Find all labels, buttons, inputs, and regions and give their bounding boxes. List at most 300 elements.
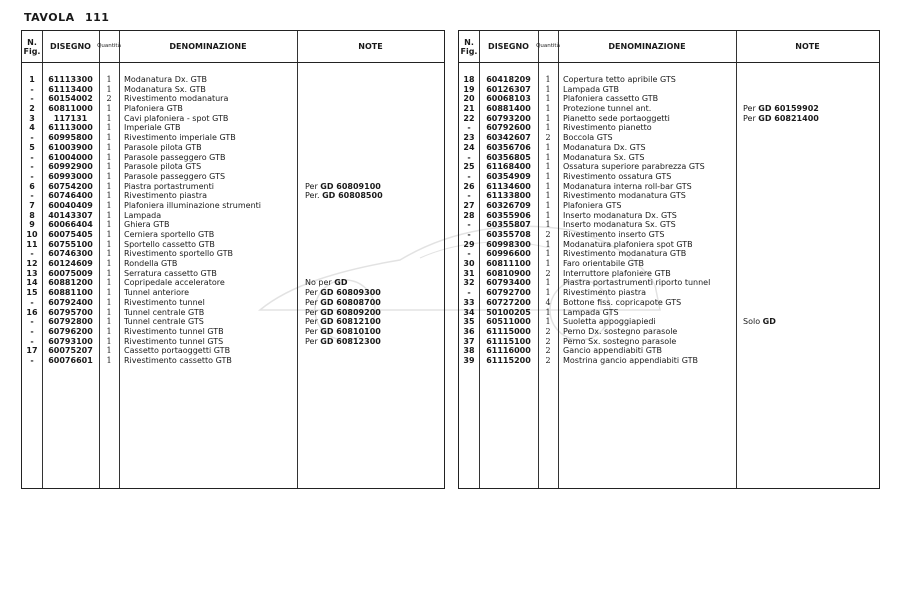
note: Per. GD 60808500: [305, 191, 383, 201]
title-number: 111: [84, 11, 110, 24]
table-row: [22, 249, 444, 259]
quantity: 1: [545, 142, 551, 152]
table-row: [459, 172, 879, 182]
description: Plafoniera GTB: [124, 104, 183, 114]
fig-number: 10: [26, 230, 38, 239]
part-number: 60355906: [486, 210, 531, 220]
part-number: 60154002: [48, 94, 93, 104]
part-number: 60075207: [48, 346, 93, 356]
part-number: 60068103: [486, 94, 531, 104]
description: Cavi plafoniera - spot GTB: [124, 113, 229, 123]
description: Rivestimento tunnel GTS: [124, 336, 224, 346]
description: Rivestimento sportello GTB: [124, 249, 233, 259]
quantity: 1: [106, 288, 112, 298]
quantity: 1: [106, 297, 112, 307]
table-row: [22, 327, 444, 337]
description: Rivestimento cassetto GTB: [124, 355, 232, 365]
quantity: 1: [545, 84, 551, 94]
description: Plafoniera GTS: [563, 200, 622, 210]
description: Tunnel centrale GTB: [124, 307, 205, 317]
description: Modanatura Sx. GTB: [124, 84, 206, 94]
fig-number: 11: [26, 239, 38, 249]
fig-number: 21: [463, 104, 475, 114]
table-row: [22, 220, 444, 230]
quantity: 1: [545, 181, 551, 191]
part-number: 60811000: [48, 104, 93, 114]
quantity: 1: [545, 288, 551, 298]
description: Serratura cassetto GTB: [124, 268, 217, 278]
note: Per GD 60809100: [305, 181, 381, 191]
fig-number: -: [30, 355, 34, 365]
description: Sportello cassetto GTB: [124, 239, 215, 249]
table-row: [22, 85, 444, 95]
fig-number: 18: [463, 75, 475, 84]
fig-number: -: [467, 249, 471, 259]
quantity: 1: [106, 307, 112, 317]
description: Cassetto portaoggetti GTB: [124, 346, 231, 356]
table-row: [22, 94, 444, 104]
quantity: 1: [106, 249, 112, 259]
part-number: 60793400: [486, 278, 531, 288]
description: Rivestimento piastra: [124, 191, 208, 201]
note: Per GD 60812300: [305, 336, 381, 346]
description: Mostrina gancio appendiabiti GTB: [563, 355, 698, 365]
part-number: 61003900: [48, 142, 93, 152]
table-row: [22, 317, 444, 327]
quantity: 1: [106, 104, 112, 114]
part-number: 60356805: [486, 152, 531, 162]
title-label: TAVOLA: [24, 11, 75, 24]
table-row: [22, 75, 444, 85]
note: Per GD 60808700: [305, 297, 381, 307]
description: Rondella GTB: [124, 259, 178, 269]
fig-number: -: [30, 133, 34, 143]
quantity: 1: [545, 171, 551, 181]
part-number: 60992900: [48, 162, 93, 172]
table-row: [459, 211, 879, 221]
table-row: [459, 346, 879, 356]
part-number: 60881400: [486, 104, 531, 114]
part-number: 60881200: [48, 278, 93, 288]
table-row: [459, 230, 879, 240]
description: Rivestimento modanatura GTB: [563, 249, 687, 259]
table-row: [459, 75, 879, 85]
fig-number: -: [30, 297, 34, 307]
table-row: [459, 288, 879, 298]
part-number: 60126307: [486, 84, 531, 94]
part-number: 40143307: [48, 210, 93, 220]
quantity: 1: [106, 200, 112, 210]
part-number: 60792600: [486, 123, 531, 133]
page-title: [24, 11, 115, 24]
fig-number: -: [30, 191, 34, 201]
description: Lampada GTB: [563, 84, 619, 94]
part-number: 61133800: [486, 191, 531, 201]
part-number: 60755100: [48, 239, 93, 249]
fig-number: 6: [29, 181, 35, 191]
part-number: 60811100: [486, 259, 531, 269]
table-row: [459, 182, 879, 192]
fig-number: 20: [463, 94, 475, 104]
fig-number: 8: [29, 210, 35, 220]
part-number: 60727200: [486, 297, 531, 307]
part-number: 60355807: [486, 220, 531, 230]
description: Piastra portastrumenti riporto tunnel: [563, 278, 711, 288]
quantity: 1: [545, 317, 551, 327]
quantity: 1: [106, 210, 112, 220]
fig-number: 9: [29, 220, 35, 230]
fig-number: 24: [463, 142, 475, 152]
table-row: [22, 346, 444, 356]
table-row: [459, 317, 879, 327]
quantity: 1: [545, 152, 551, 162]
quantity: 2: [545, 230, 551, 239]
header-note: NOTE: [358, 42, 383, 51]
note: No per GD: [305, 278, 348, 288]
table-row: [22, 153, 444, 163]
fig-number: -: [30, 84, 34, 94]
fig-number: -: [30, 336, 34, 346]
part-number: 60993000: [48, 171, 93, 181]
description: Cerniera sportello GTB: [124, 230, 215, 239]
header-qty: Quantità: [536, 43, 560, 49]
part-number: 61115100: [486, 336, 531, 346]
description: Piastra portastrumenti: [124, 181, 214, 191]
quantity: 1: [106, 191, 112, 201]
quantity: 1: [106, 259, 112, 269]
part-number: 60881100: [48, 288, 93, 298]
note: Solo GD: [743, 317, 776, 327]
part-number: 60754200: [48, 181, 93, 191]
table-row: [22, 123, 444, 133]
quantity: 1: [106, 336, 112, 346]
table-row: [459, 356, 879, 366]
description: Perno Sx. sostegno parasole: [563, 336, 677, 346]
part-number: 60996600: [486, 249, 531, 259]
fig-number: -: [467, 152, 471, 162]
fig-number: 5: [29, 142, 35, 152]
table-row: [22, 133, 444, 143]
table-row: [459, 85, 879, 95]
description: Rivestimento tunnel: [124, 297, 205, 307]
quantity: 1: [545, 220, 551, 230]
fig-number: -: [467, 230, 471, 239]
note: Per GD 60821400: [743, 113, 819, 123]
fig-number: 17: [26, 346, 38, 356]
quantity: 1: [106, 152, 112, 162]
description: Rivestimento inserto GTS: [563, 230, 665, 239]
fig-number: 2: [29, 104, 35, 114]
table-row: [459, 104, 879, 114]
fig-number: 3: [29, 113, 35, 123]
table-body: [22, 75, 444, 366]
quantity: 1: [106, 84, 112, 94]
fig-number: 25: [463, 162, 475, 172]
quantity: 1: [106, 220, 112, 230]
table-row: [459, 298, 879, 308]
quantity: 1: [545, 307, 551, 317]
table-row: [22, 288, 444, 298]
part-number: 60810900: [486, 268, 531, 278]
fig-number: -: [30, 152, 34, 162]
fig-number: 12: [26, 259, 38, 269]
quantity: 1: [545, 200, 551, 210]
table-row: [22, 269, 444, 279]
part-number: 61113000: [48, 123, 93, 133]
header-fig: N. Fig.: [23, 37, 41, 56]
table-row: [22, 356, 444, 366]
quantity: 2: [545, 336, 551, 346]
fig-number: -: [30, 249, 34, 259]
description: Plafoniera cassetto GTB: [563, 94, 659, 104]
description: Parasole pilota GTS: [124, 162, 202, 172]
quantity: 1: [545, 259, 551, 269]
part-number: 60793100: [48, 336, 93, 346]
description: Modanatura Dx. GTB: [124, 75, 207, 84]
part-number: 60076601: [48, 355, 93, 365]
table-row: [459, 240, 879, 250]
part-number: 60356706: [486, 142, 531, 152]
part-number: 60793200: [486, 113, 531, 123]
table-row: [22, 143, 444, 153]
description: Ghiera GTB: [124, 220, 170, 230]
fig-number: -: [467, 288, 471, 298]
table-row: [459, 201, 879, 211]
quantity: 2: [545, 346, 551, 356]
description: Parasole pilota GTB: [124, 142, 202, 152]
description: Rivestimento ossatura GTS: [563, 171, 672, 181]
description: Plafoniera illuminazione strumenti: [124, 200, 261, 210]
description: Suoletta appoggiapiedi: [563, 317, 656, 327]
table-row: [22, 278, 444, 288]
fig-number: 7: [29, 200, 35, 210]
part-number: 61116000: [486, 346, 531, 356]
part-number: 60124609: [48, 259, 93, 269]
note: Per GD 60812100: [305, 317, 381, 327]
fig-number: -: [30, 162, 34, 172]
quantity: 1: [545, 249, 551, 259]
part-number: 61113400: [48, 84, 93, 94]
part-number: 117131: [53, 113, 88, 123]
part-number: 60342607: [486, 133, 531, 143]
part-number: 60796200: [48, 326, 93, 336]
quantity: 1: [545, 75, 551, 84]
fig-number: 29: [463, 239, 475, 249]
table-row: [459, 269, 879, 279]
fig-number: -: [467, 191, 471, 201]
table-row: [459, 153, 879, 163]
header-qty: Quantità: [97, 43, 121, 49]
table-row: [22, 201, 444, 211]
header-denominazione: DENOMINAZIONE: [169, 42, 247, 51]
quantity: 1: [106, 278, 112, 288]
fig-number: 39: [463, 355, 475, 365]
quantity: 1: [106, 346, 112, 356]
quantity: 1: [106, 181, 112, 191]
table-row: [459, 94, 879, 104]
quantity: 1: [545, 94, 551, 104]
fig-number: 30: [463, 259, 475, 269]
part-number: 60355708: [486, 230, 531, 239]
header-disegno: DISEGNO: [50, 42, 91, 51]
quantity: 1: [545, 210, 551, 220]
quantity: 1: [545, 191, 551, 201]
fig-number: 15: [26, 288, 38, 298]
description: Interruttore plafoniere GTB: [563, 268, 671, 278]
table-header: [459, 31, 879, 63]
part-number: 61004000: [48, 152, 93, 162]
table-row: [22, 211, 444, 221]
fig-number: 33: [463, 297, 475, 307]
fig-number: 26: [463, 181, 475, 191]
description: Rivestimento modanatura GTS: [563, 191, 686, 201]
table-row: [459, 123, 879, 133]
part-number: 61115200: [486, 355, 531, 365]
quantity: 1: [106, 133, 112, 143]
table-row: [459, 308, 879, 318]
description: Copertura tetto apribile GTS: [563, 75, 676, 84]
table-row: [459, 133, 879, 143]
fig-number: 37: [463, 336, 475, 346]
description: Tunnel anteriore: [124, 288, 190, 298]
description: Rivestimento modanatura: [124, 94, 229, 104]
part-number: 60326709: [486, 200, 531, 210]
table-row: [22, 114, 444, 124]
description: Tunnel centrale GTS: [124, 317, 204, 327]
note: Per GD 60809300: [305, 288, 381, 298]
fig-number: 31: [463, 268, 475, 278]
quantity: 1: [545, 278, 551, 288]
table-row: [22, 308, 444, 318]
table-header: [22, 31, 444, 63]
quantity: 4: [545, 297, 551, 307]
description: Perno Dx. sostegno parasole: [563, 326, 678, 336]
part-number: 61113300: [48, 75, 93, 84]
part-number: 60792700: [486, 288, 531, 298]
table-row: [459, 278, 879, 288]
table-row: [459, 114, 879, 124]
description: Gancio appendiabiti GTB: [563, 346, 662, 356]
fig-number: 34: [463, 307, 475, 317]
part-number: 60075009: [48, 268, 93, 278]
table-row: [459, 327, 879, 337]
quantity: 1: [106, 142, 112, 152]
description: Protezione tunnel ant.: [563, 104, 652, 114]
fig-number: 1: [29, 75, 35, 84]
description: Imperiale GTB: [124, 123, 181, 133]
description: Bottone fiss. copricapote GTS: [563, 297, 682, 307]
quantity: 2: [106, 94, 112, 104]
description: Parasole passeggero GTB: [124, 152, 226, 162]
note: Per GD 60159902: [743, 104, 819, 114]
header-denominazione: DENOMINAZIONE: [608, 42, 686, 51]
description: Boccola GTS: [563, 133, 613, 143]
quantity: 1: [106, 317, 112, 327]
quantity: 2: [545, 326, 551, 336]
part-number: 60075405: [48, 230, 93, 239]
fig-number: 35: [463, 317, 475, 327]
header-note: NOTE: [795, 42, 820, 51]
quantity: 2: [545, 268, 551, 278]
header-fig: N. Fig.: [460, 37, 478, 56]
part-number: 60066404: [48, 220, 93, 230]
part-number: 60418209: [486, 75, 531, 84]
table-row: [459, 191, 879, 201]
description: Inserto modanatura Sx. GTS: [563, 220, 676, 230]
fig-number: -: [30, 326, 34, 336]
fig-number: 23: [463, 133, 475, 143]
description: Lampada: [124, 210, 162, 220]
quantity: 1: [545, 113, 551, 123]
quantity: 2: [545, 355, 551, 365]
part-number: 60795700: [48, 307, 93, 317]
quantity: 1: [106, 239, 112, 249]
table-row: [22, 240, 444, 250]
quantity: 1: [106, 355, 112, 365]
quantity: 1: [106, 162, 112, 172]
quantity: 1: [106, 326, 112, 336]
table-row: [22, 259, 444, 269]
table-row: [459, 249, 879, 259]
part-number: 60998300: [486, 239, 531, 249]
parts-table-left: [21, 30, 445, 489]
table-row: [459, 143, 879, 153]
part-number: 60792400: [48, 297, 93, 307]
quantity: 2: [545, 133, 551, 143]
quantity: 1: [106, 268, 112, 278]
quantity: 1: [106, 123, 112, 133]
fig-number: 4: [29, 123, 35, 133]
fig-number: 27: [463, 200, 475, 210]
description: Rivestimento piastra: [563, 288, 647, 298]
fig-number: 32: [463, 278, 475, 288]
fig-number: 22: [463, 113, 475, 123]
fig-number: 19: [463, 84, 475, 94]
description: Parasole passeggero GTS: [124, 171, 226, 181]
fig-number: 14: [26, 278, 38, 288]
part-number: 60040409: [48, 200, 93, 210]
description: Lampada GTS: [563, 307, 619, 317]
part-number: 60511000: [486, 317, 531, 327]
table-row: [459, 220, 879, 230]
table-row: [22, 104, 444, 114]
fig-number: -: [467, 220, 471, 230]
part-number: 61134600: [486, 181, 531, 191]
description: Rivestimento pianetto: [563, 123, 652, 133]
quantity: 1: [545, 123, 551, 133]
description: Pianetto sede portaoggetti: [563, 113, 670, 123]
quantity: 1: [106, 113, 112, 123]
fig-number: -: [467, 171, 471, 181]
header-disegno: DISEGNO: [488, 42, 529, 51]
quantity: 1: [545, 239, 551, 249]
description: Modanatura Sx. GTS: [563, 152, 645, 162]
table-row: [22, 162, 444, 172]
fig-number: 28: [463, 210, 475, 220]
note: Per GD 60809200: [305, 307, 381, 317]
fig-number: 13: [26, 268, 38, 278]
table-row: [22, 172, 444, 182]
description: Modanatura plafoniera spot GTB: [563, 239, 693, 249]
description: Copripedale acceleratore: [124, 278, 225, 288]
fig-number: -: [30, 94, 34, 104]
note: Per GD 60810100: [305, 326, 381, 336]
table-row: [22, 337, 444, 347]
part-number: 60746400: [48, 191, 93, 201]
table-row: [459, 162, 879, 172]
fig-number: -: [30, 171, 34, 181]
fig-number: 36: [463, 326, 475, 336]
